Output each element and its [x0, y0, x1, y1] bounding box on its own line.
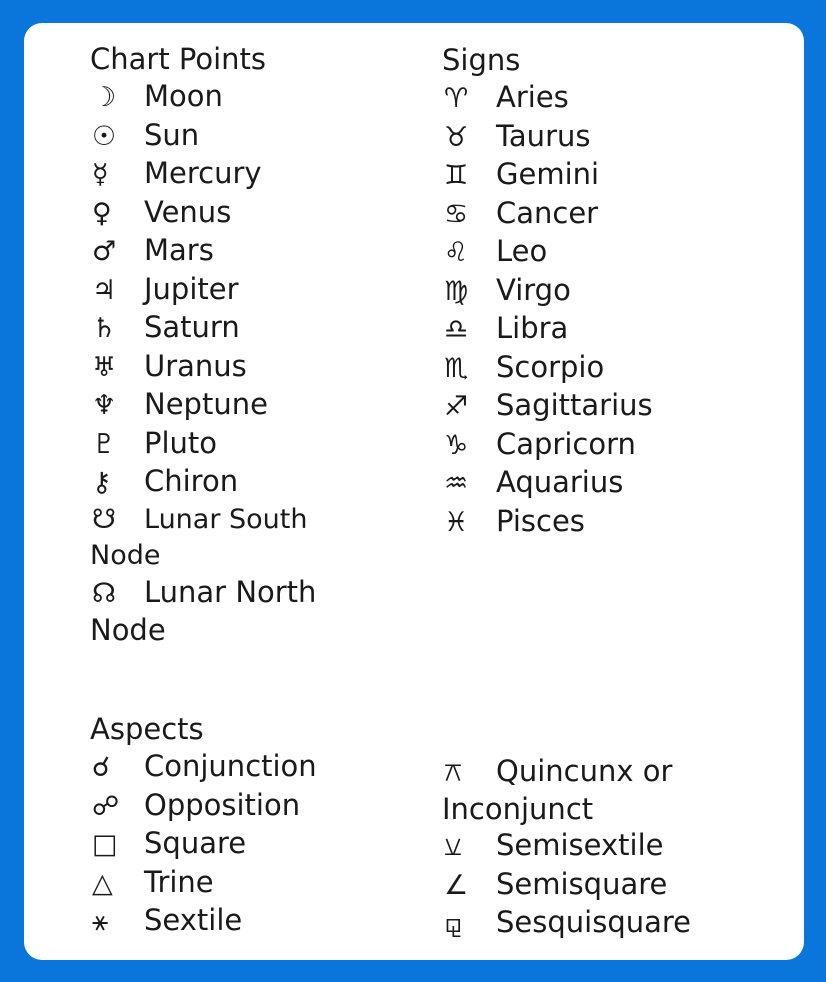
item-label: Pisces [496, 503, 585, 538]
item-label: Chiron [144, 464, 239, 498]
conjunction-icon: ☌ [92, 752, 111, 783]
sun-item [90, 117, 420, 156]
opposition-item [90, 787, 420, 826]
item-label: Saturn [144, 310, 240, 344]
item-label: Neptune [144, 387, 268, 421]
item-label: Mars [144, 233, 214, 267]
venus-icon: ♀ [92, 197, 112, 229]
chart-points-list [90, 78, 420, 648]
leo-item [442, 233, 772, 272]
item-label: Quincunx or Inconjunct [442, 754, 673, 826]
mars-icon: ♂ [92, 236, 117, 267]
venus-item [90, 194, 420, 233]
item-label: Capricorn [496, 426, 636, 461]
item-label: Conjunction [144, 749, 317, 783]
taurus-icon: ♉ [444, 121, 469, 153]
aspects-more-section [442, 753, 772, 943]
jupiter-item [90, 271, 420, 310]
sextile-item [90, 902, 420, 941]
quincunx-item [442, 753, 742, 827]
item-label: Aquarius [496, 465, 624, 499]
aquarius-item [442, 464, 772, 503]
north-node-icon: ☊ [92, 577, 116, 609]
item-label: Semisquare [496, 866, 668, 901]
item-label: Scorpio [496, 349, 605, 384]
north-node-item [90, 574, 340, 648]
item-label: Pluto [144, 425, 218, 460]
mercury-icon: ☿ [92, 159, 109, 190]
semisextile-item [442, 827, 772, 866]
scorpio-icon: ♏ [444, 352, 469, 384]
semisextile-icon: ⚺ [444, 831, 462, 862]
item-label: Sextile [144, 903, 243, 937]
mars-item [90, 232, 420, 271]
item-label: Semisextile [496, 828, 664, 862]
south-node-item [90, 502, 340, 574]
sun-icon: ☉ [92, 120, 117, 152]
opposition-icon: ☍ [92, 790, 120, 822]
leo-icon: ♌ [444, 237, 469, 268]
semisquare-icon: ∠ [444, 869, 469, 901]
quincunx-icon: ⚻ [444, 757, 462, 788]
item-label: Square [144, 826, 247, 860]
pisces-item [442, 503, 772, 542]
trine-icon: △ [92, 867, 113, 899]
item-label: Uranus [144, 348, 247, 383]
item-label: Sagittarius [496, 388, 653, 422]
sesquisquare-item [442, 904, 772, 943]
gemini-item [442, 156, 772, 195]
square-icon: □ [92, 829, 118, 860]
saturn-item [90, 309, 420, 348]
libra-item [442, 310, 772, 349]
item-label: Moon [144, 79, 223, 113]
item-label: Lunar North Node [90, 574, 317, 647]
item-label: Sun [144, 117, 200, 152]
capricorn-icon: ♑ [444, 429, 469, 461]
aries-item [442, 79, 772, 118]
square-item [90, 825, 420, 864]
aspects-section [90, 711, 420, 941]
signs-title: Signs [442, 43, 521, 77]
signs-section [442, 42, 772, 541]
south-node-icon: ☋ [92, 503, 116, 535]
item-label: Opposition [144, 787, 301, 822]
pisces-icon: ♓ [444, 506, 469, 538]
trine-item [90, 864, 420, 903]
virgo-item [442, 272, 772, 311]
uranus-icon: ♅ [92, 351, 117, 383]
item-label: Sesquisquare [496, 905, 691, 939]
item-label: Gemini [496, 157, 600, 191]
item-label: Venus [144, 194, 232, 229]
pluto-icon: ♇ [92, 428, 117, 460]
neptune-item [90, 386, 420, 425]
jupiter-icon: ♃ [92, 274, 117, 306]
aspects-more-list [442, 753, 772, 943]
cancer-icon: ♋ [444, 198, 469, 230]
chiron-icon: ⚷ [92, 467, 112, 498]
sagittarius-item [442, 387, 772, 426]
chart-points-title: Chart Points [90, 42, 267, 76]
moon-icon: ☽ [92, 82, 117, 113]
saturn-icon: ♄ [92, 313, 117, 344]
taurus-item [442, 118, 772, 157]
cancer-item [442, 195, 772, 234]
conjunction-item [90, 748, 420, 787]
scorpio-item [442, 349, 772, 388]
item-label: Cancer [496, 195, 599, 230]
neptune-icon: ♆ [92, 390, 117, 421]
sagittarius-icon: ♐ [444, 391, 469, 422]
virgo-icon: ♍ [444, 275, 469, 307]
item-label: Lunar South Node [90, 503, 308, 571]
item-label: Aries [496, 80, 569, 114]
capricorn-item [442, 426, 772, 465]
gemini-icon: ♊ [444, 160, 469, 191]
sesquisquare-icon: ⚼ [444, 908, 463, 939]
aries-icon: ♈ [444, 83, 469, 114]
mercury-item [90, 155, 420, 194]
item-label: Leo [496, 234, 548, 268]
chiron-item [90, 463, 420, 502]
item-label: Jupiter [144, 271, 239, 306]
libra-icon: ♎ [444, 314, 469, 345]
item-label: Taurus [496, 118, 591, 153]
uranus-item [90, 348, 420, 387]
pluto-item [90, 425, 420, 464]
semisquare-item [442, 866, 772, 905]
item-label: Virgo [496, 272, 571, 307]
item-label: Libra [496, 311, 569, 345]
aspects-title: Aspects [90, 712, 204, 746]
item-label: Trine [144, 864, 214, 899]
sextile-icon: ⚹ [92, 906, 109, 937]
aspects-list [90, 748, 420, 941]
item-label: Mercury [144, 156, 262, 190]
signs-list [442, 79, 772, 541]
chart-points-section [90, 41, 420, 648]
moon-item [90, 78, 420, 117]
legend-card [24, 23, 804, 960]
aquarius-icon: ♒ [444, 468, 469, 499]
